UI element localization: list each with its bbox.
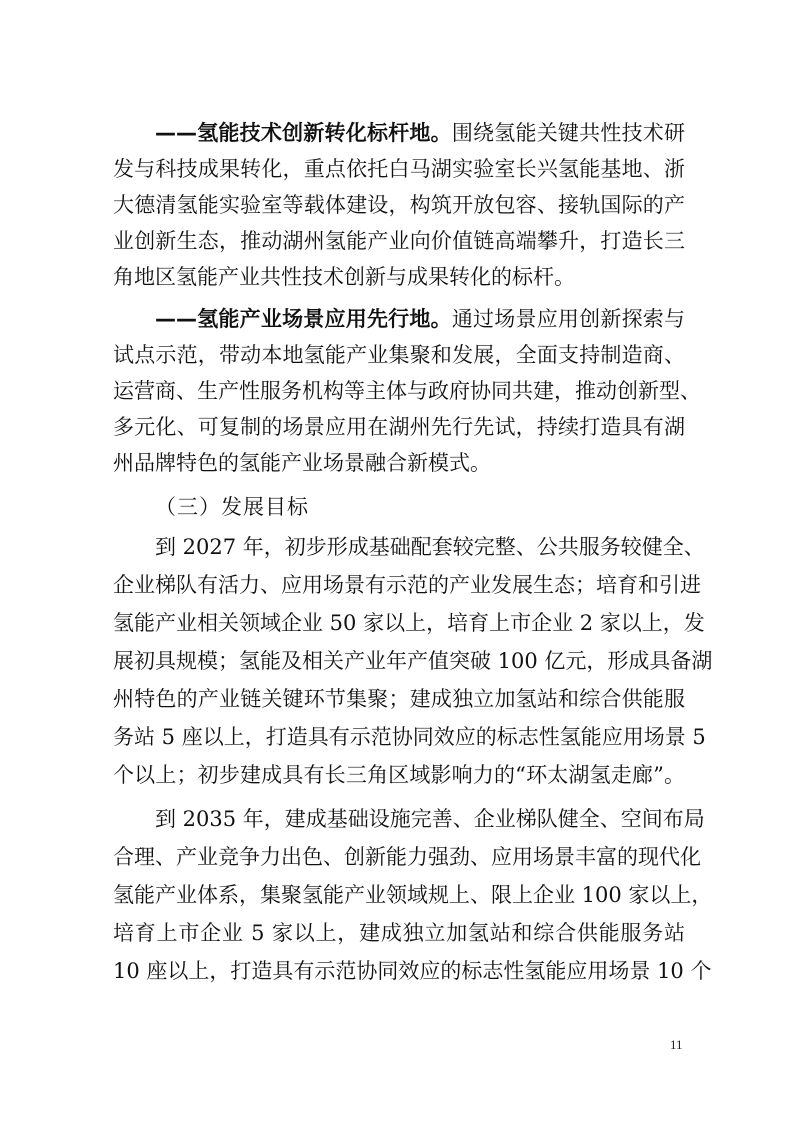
paragraph-3-line-2: 企业梯队有活力、应用场景有示范的产业发展生态；培育和引进 (113, 573, 701, 597)
paragraph-4-line-5: 10 座以上，打造具有示范协同效应的标志性氢能应用场景 10 个 (113, 959, 712, 983)
paragraph-3-line-6: 务站 5 座以上，打造具有示范协同效应的标志性氢能应用场景 5 (113, 725, 706, 749)
paragraph-2-text: 通过场景应用创新探索与 (451, 307, 686, 331)
paragraph-1-lead: ——氢能技术创新转化标杆地。 (155, 121, 452, 145)
paragraph-3-line-3: 氢能产业相关领域企业 50 家以上，培育上市企业 2 家以上，发 (113, 611, 705, 635)
section-heading: （三）发展目标 (155, 495, 309, 519)
paragraph-1-line-1 (113, 116, 685, 150)
paragraph-2-line-4: 多元化、可复制的场景应用在湖州先行先试，持续打造具有湖 (113, 415, 685, 439)
paragraph-4-line-3: 氢能产业体系，集聚氢能产业领域规上、限上企业 100 家以上， (113, 883, 713, 907)
paragraph-4-line-4: 培育上市企业 5 家以上，建成独立加氢站和综合供能服务站 (113, 921, 685, 945)
paragraph-3-line-1: 到 2027 年，初步形成基础配套较完整、公共服务较健全、 (155, 535, 705, 559)
paragraph-3-line-5: 州特色的产业链关键环节集聚；建成独立加氢站和综合供能服 (113, 687, 685, 711)
paragraph-1-text: 围绕氢能关键共性技术研 (451, 121, 686, 145)
paragraph-4-line-1: 到 2035 年，建成基础设施完善、企业梯队健全、空间布局 (155, 807, 705, 831)
page-number: 11 (670, 1037, 683, 1052)
paragraph-2-lead: ——氢能产业场景应用先行地。 (155, 307, 452, 331)
paragraph-1-line-4: 业创新生态，推动湖州氢能产业向价值链高端攀升，打造长三 (113, 229, 685, 253)
paragraph-2-line-3: 运营商、生产性服务机构等主体与政府协同共建，推动创新型、 (113, 379, 701, 403)
paragraph-3-line-4: 展初具规模；氢能及相关产业年产值突破 100 亿元，形成具备湖 (113, 649, 713, 673)
paragraph-1-line-5: 角地区氢能产业共性技术创新与成果转化的标杆。 (113, 265, 575, 289)
paragraph-4-line-2: 合理、产业竞争力出色、创新能力强劲、应用场景丰富的现代化 (113, 845, 701, 869)
paragraph-2-line-2: 试点示范，带动本地氢能产业集聚和发展，全面支持制造商、 (113, 343, 685, 367)
paragraph-3-line-7: 个以上；初步建成具有长三角区域影响力的“环太湖氢走廊”。 (113, 763, 685, 787)
paragraph-1-line-2: 发与科技成果转化，重点依托白马湖实验室长兴氢能基地、浙 (113, 157, 685, 181)
paragraph-2-line-5: 州品牌特色的氢能产业场景融合新模式。 (113, 451, 491, 475)
paragraph-2-line-1 (113, 302, 685, 336)
paragraph-1-line-3: 大德清氢能实验室等载体建设，构筑开放包容、接轨国际的产 (113, 193, 685, 217)
